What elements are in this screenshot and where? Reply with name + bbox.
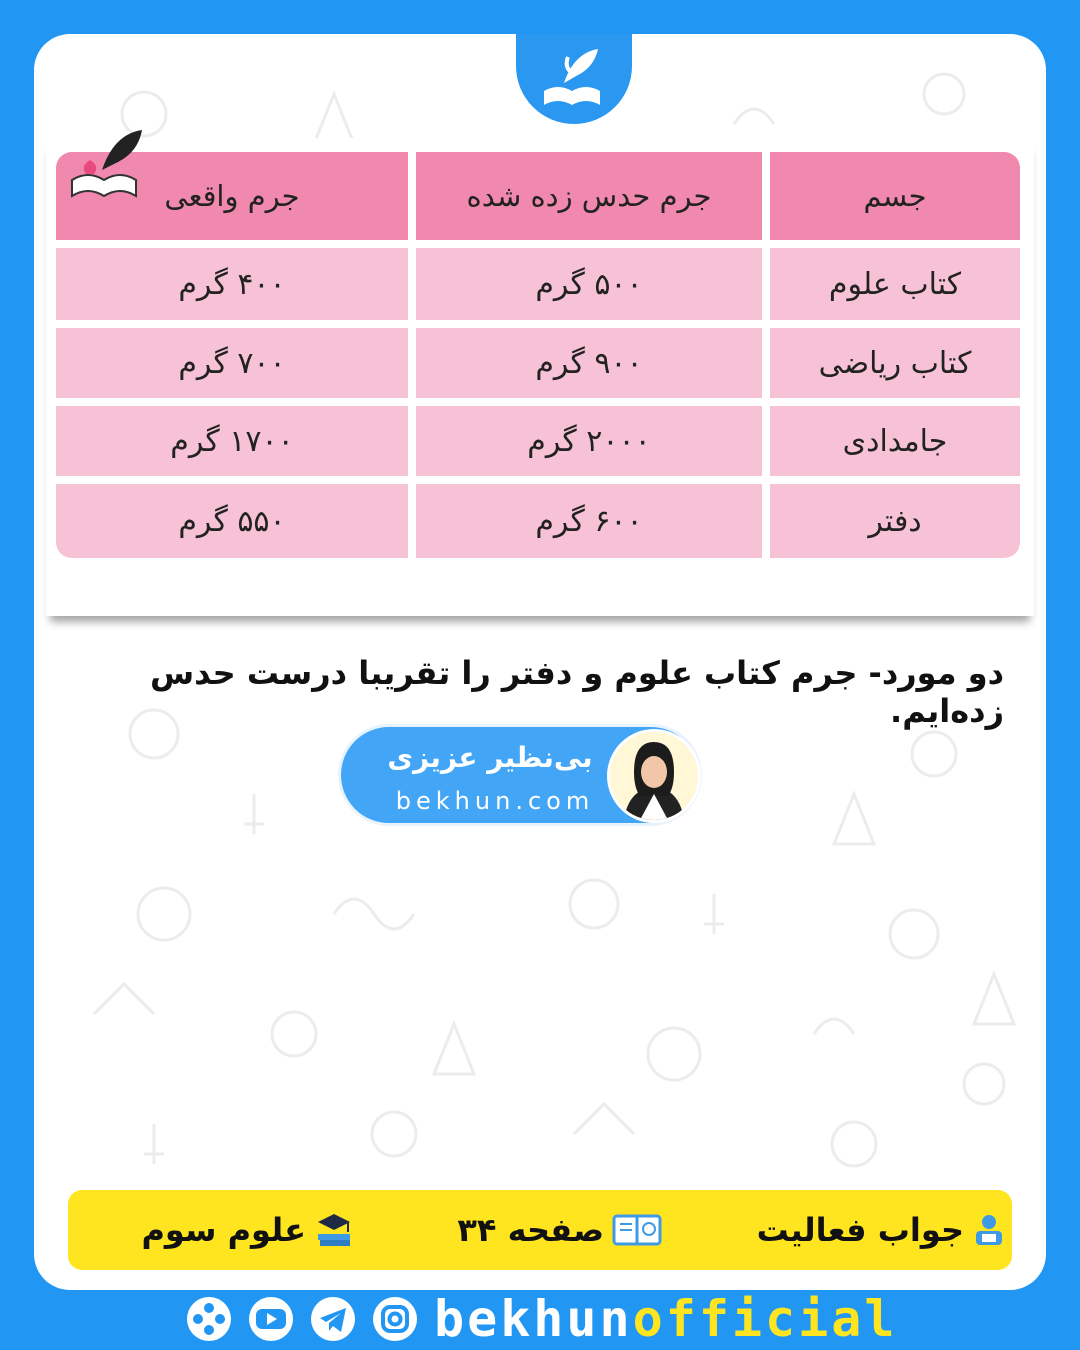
author-avatar xyxy=(607,729,701,823)
page-item xyxy=(457,1190,662,1270)
teacher-icon xyxy=(972,1213,1006,1247)
activity-label: جواب فعالیت xyxy=(756,1211,964,1249)
bekhun-logo-icon xyxy=(534,43,614,115)
table-cell-object: کتاب ریاضی xyxy=(770,328,1020,398)
page-label: صفحه ۳۴ xyxy=(457,1211,604,1249)
activity-item xyxy=(757,1190,1006,1270)
brand-part-official: official xyxy=(632,1290,898,1348)
author-site[interactable]: bekhun.com xyxy=(395,787,595,815)
author-badge xyxy=(338,724,702,826)
answer-text: دو مورد- جرم کتاب علوم و دفتر را تقریبا درست حدس زده‌ایم. xyxy=(150,654,1004,730)
table-cell-guessed: ۵۰۰ گرم xyxy=(416,248,762,320)
table-header-actual-mass: جرم واقعی xyxy=(56,152,408,240)
youtube-icon[interactable] xyxy=(246,1294,296,1344)
subject-label: علوم سوم xyxy=(141,1211,306,1249)
telegram-icon[interactable] xyxy=(308,1294,358,1344)
table-cell-actual: ۷۰۰ گرم xyxy=(56,328,408,398)
table-watermark-logo xyxy=(66,118,162,208)
table-cell-guessed: ۶۰۰ گرم xyxy=(416,484,762,558)
table-header-guessed-mass: جرم حدس زده شده xyxy=(416,152,762,240)
instagram-icon[interactable] xyxy=(370,1294,420,1344)
film-reel-icon[interactable] xyxy=(184,1294,234,1344)
table-cell-object: کتاب علوم xyxy=(770,248,1020,320)
info-bar xyxy=(68,1190,1012,1270)
table-cell-guessed: ۲۰۰۰ گرم xyxy=(416,406,762,476)
graduation-books-icon xyxy=(314,1212,354,1248)
brand-handle xyxy=(434,1290,897,1348)
avatar-portrait-icon xyxy=(610,732,698,820)
table-cell-actual: ۵۵۰ گرم xyxy=(56,484,408,558)
author-name: بی‌نظیر عزیزی xyxy=(387,741,593,774)
open-book-icon xyxy=(612,1212,662,1248)
table-header-object: جسم xyxy=(770,152,1020,240)
table-cell-actual: ۱۷۰۰ گرم xyxy=(56,406,408,476)
table-cell-actual: ۴۰۰ گرم xyxy=(56,248,408,320)
brand-part-bekhun: bekhun xyxy=(434,1290,633,1348)
table-cell-guessed: ۹۰۰ گرم xyxy=(416,328,762,398)
subject-item xyxy=(141,1190,354,1270)
table-cell-object: جامدادی xyxy=(770,406,1020,476)
table-cell-object: دفتر xyxy=(770,484,1020,558)
mass-table xyxy=(56,152,1020,558)
